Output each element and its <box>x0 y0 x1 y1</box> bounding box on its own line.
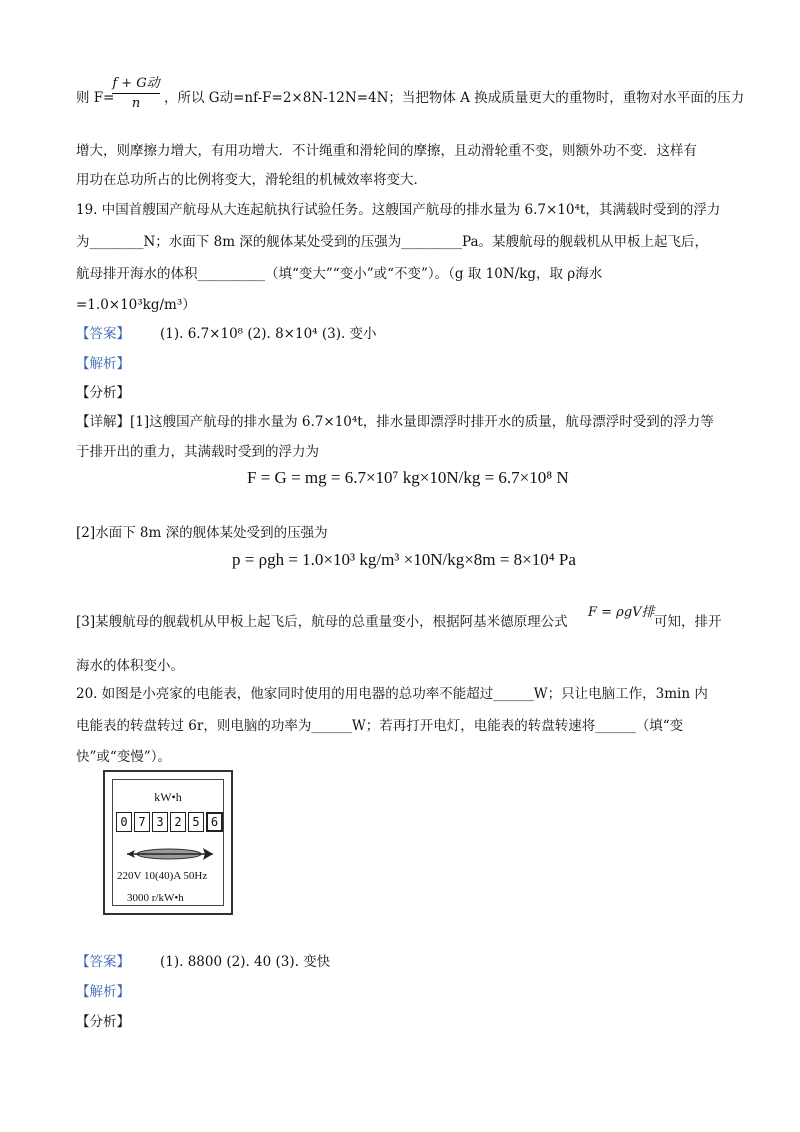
electric-meter-figure <box>103 770 233 915</box>
line2: 增大，则摩擦力增大，有用功增大．不计绳重和滑轮间的摩擦，且动滑轮重不变，则额外功不变．这样有 <box>76 143 697 159</box>
meter-disc-arrow-icon <box>123 844 219 864</box>
meter-digits <box>116 812 225 832</box>
meter-digit: 5 <box>188 812 204 832</box>
meter-digit-decimal: 6 <box>206 812 223 832</box>
meter-unit: kW•h <box>154 790 182 804</box>
q19-fenxi-tag: 【分析】 <box>76 385 130 401</box>
fraction-denominator: n <box>131 96 141 111</box>
q20-jiexi-tag: 【解析】 <box>76 984 130 1000</box>
q19-answer: (1). 6.7×10⁸ (2). 8×10⁴ (3). 变小 <box>160 326 377 342</box>
q20-fenxi-tag: 【分析】 <box>76 1014 130 1030</box>
line1-pre: 则 F= <box>76 90 115 106</box>
q19-detail-line1: 【详解】[1]这艘国产航母的排水量为 6.7×10⁴t，排水量即漂浮时排开水的质量，航母漂浮时受到的浮力等 <box>76 414 714 430</box>
q19-line4: =1.0×10³kg/m³） <box>76 297 196 313</box>
line3: 用功在总功所占的比例将变大，滑轮组的机械效率将变大． <box>76 172 427 188</box>
q19-equation-pressure: p = ρgh = 1.0×10³ kg/m³ ×10N/kg×8m = 8×10⁴ Pa <box>232 550 576 569</box>
q19-detail-line4b: 可知，排开 <box>654 614 722 630</box>
q19-line3: 航母排开海水的体积__________（填“变大”“变小”或“不变”）。（g 取 10N/kg，取 ρ海水 <box>76 266 603 282</box>
line1-post: ，所以 G动=nf-F=2×8N-12N=4N；当把物体 A 换成质量更大的重物时，重物对水平面的压力 <box>164 90 745 106</box>
q19-detail-line5: 海水的体积变小。 <box>76 658 184 674</box>
meter-digit: 3 <box>152 812 168 832</box>
fraction-numerator: f + G动 <box>112 76 160 91</box>
q19-archimedes-formula: F = ρgV排 <box>588 605 655 620</box>
q19-answer-tag: 【答案】 <box>76 326 130 342</box>
q19-detail-line2: 于排开出的重力，其满载时受到的浮力为 <box>76 444 319 460</box>
q19-detail-line4a: [3]某艘航母的舰载机从甲板上起飞后，航母的总重量变小，根据阿基米德原理公式 <box>76 614 568 630</box>
q20-answer: (1). 8800 (2). 40 (3). 变快 <box>160 954 331 970</box>
q20-line1: 20. 如图是小亮家的电能表，他家同时使用的用电器的总功率不能超过______W；只让电脑工作，3min 内 <box>76 686 708 702</box>
meter-constant: 3000 r/kW•h <box>127 892 184 904</box>
fraction-bar <box>112 93 160 94</box>
meter-digit: 7 <box>134 812 150 832</box>
q19-line2: 为________N；水面下 8m 深的舰体某处受到的压强为_________Pa。某艘航母的舰载机从甲板上起飞后， <box>76 234 709 250</box>
q19-line1: 19. 中国首艘国产航母从大连起航执行试验任务。这艘国产航母的排水量为 6.7×10⁴t，其满载时受到的浮力 <box>76 202 721 218</box>
q20-answer-tag: 【答案】 <box>76 954 130 970</box>
meter-digit: 0 <box>116 812 132 832</box>
q19-equation-buoyancy: F = G = mg = 6.7×10⁷ kg×10N/kg = 6.7×10⁸ N <box>247 468 569 487</box>
fraction-expression <box>112 72 160 111</box>
q19-detail-line3: [2]水面下 8m 深的舰体某处受到的压强为 <box>76 525 328 541</box>
q20-line3: 快”或“变慢”）。 <box>76 749 171 765</box>
q19-jiexi-tag: 【解析】 <box>76 356 130 372</box>
meter-rating: 220V 10(40)A 50Hz <box>117 870 208 882</box>
q20-line2: 电能表的转盘转过 6r，则电脑的功率为______W；若再打开电灯，电能表的转盘转速将______（填“变 <box>76 718 684 734</box>
meter-digit: 2 <box>170 812 186 832</box>
